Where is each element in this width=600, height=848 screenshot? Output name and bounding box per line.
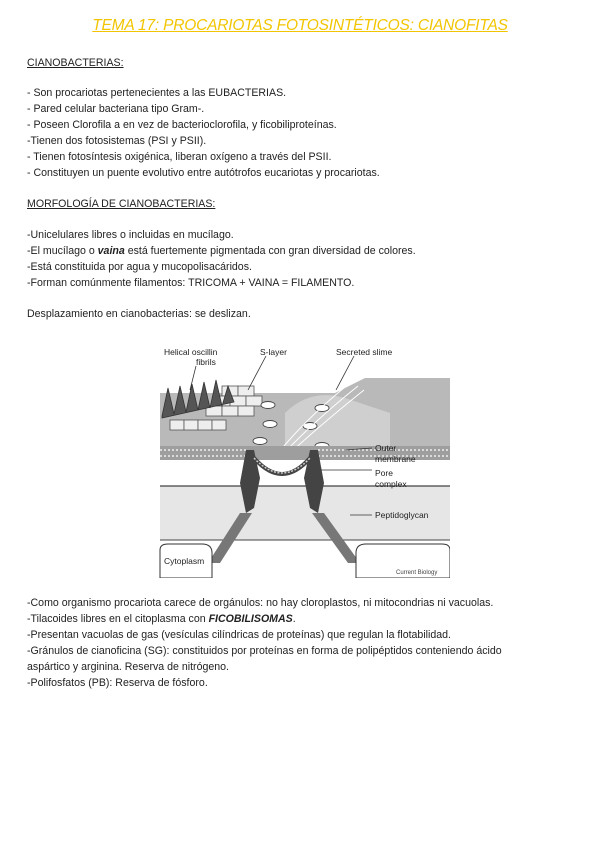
list-item <box>27 245 416 257</box>
text-segment: -El mucílago o <box>27 245 98 257</box>
list-item <box>27 613 296 625</box>
label-pore: Pore <box>375 468 393 478</box>
list-item: -Tienen dos fotosistemas (PSI y PSII). <box>27 135 207 147</box>
label-outer: Outer <box>375 443 397 453</box>
label-cytoplasm: Cytoplasm <box>164 556 205 566</box>
cianobacterias-heading: CIANOBACTERIAS: <box>27 57 124 69</box>
list-item: -Polifosfatos (PB): Reserva de fósforo. <box>27 677 208 689</box>
label-fibrils: fibrils <box>196 357 216 367</box>
list-item-continuation: aspártico y arginina. Reserva de nitrógeno. <box>27 661 229 673</box>
list-item: -Unicelulares libres o incluidas en mucílago. <box>27 229 234 241</box>
list-item: -Forman comúnmente filamentos: TRICOMA + VAINA = FILAMENTO. <box>27 277 355 289</box>
movement-text: Desplazamiento en cianobacterias: se deslizan. <box>27 308 251 320</box>
figure-credit: Current Biology <box>396 570 438 576</box>
label-membrane: membrane <box>375 454 416 464</box>
label-secreted-slime: Secreted slime <box>336 347 393 357</box>
label-s-layer: S-layer <box>260 347 287 357</box>
list-item: -Presentan vacuolas de gas (vesículas cilíndricas de proteínas) que regulan la flotabilidad. <box>27 629 451 641</box>
emphasized-term: vaina <box>97 245 125 257</box>
text-segment: . <box>292 613 296 625</box>
text-segment: está fuertemente pigmentada con gran diversidad de colores. <box>124 245 416 257</box>
label-peptidoglycan: Peptidoglycan <box>375 510 429 520</box>
label-helical: Helical oscillin <box>164 347 218 357</box>
list-item: - Poseen Clorofila a en vez de bacterioclorofila, y ficobiliproteínas. <box>27 119 337 131</box>
morfologia-heading: MORFOLOGÍA DE CIANOBACTERIAS: <box>27 198 216 210</box>
page-title: TEMA 17: PROCARIOTAS FOTOSINTÉTICOS: CIANOFITAS <box>92 17 508 34</box>
text-segment: -Tilacoides libres en el citoplasma con <box>27 613 209 625</box>
list-item: - Pared celular bacteriana tipo Gram-. <box>27 103 205 115</box>
list-item: - Tienen fotosíntesis oxigénica, liberan oxígeno a través del PSII. <box>27 151 332 163</box>
gliding-diagram <box>150 338 450 578</box>
emphasized-term: FICOBILISOMAS <box>208 613 293 625</box>
list-item: - Constituyen un puente evolutivo entre autótrofos eucariotas y procariotas. <box>27 167 380 179</box>
list-item: -Gránulos de cianoficina (SG): constituidos por proteínas en forma de polipéptidos conteniendo ácido <box>27 645 502 657</box>
list-item: -Como organismo procariota carece de orgánulos: no hay cloroplastos, ni mitocondrias ni vacuolas. <box>27 597 494 609</box>
list-item: - Son procariotas pertenecientes a las EUBACTERIAS. <box>27 87 287 99</box>
list-item: -Está constituida por agua y mucopolisacáridos. <box>27 261 252 273</box>
label-complex: complex <box>375 479 407 489</box>
